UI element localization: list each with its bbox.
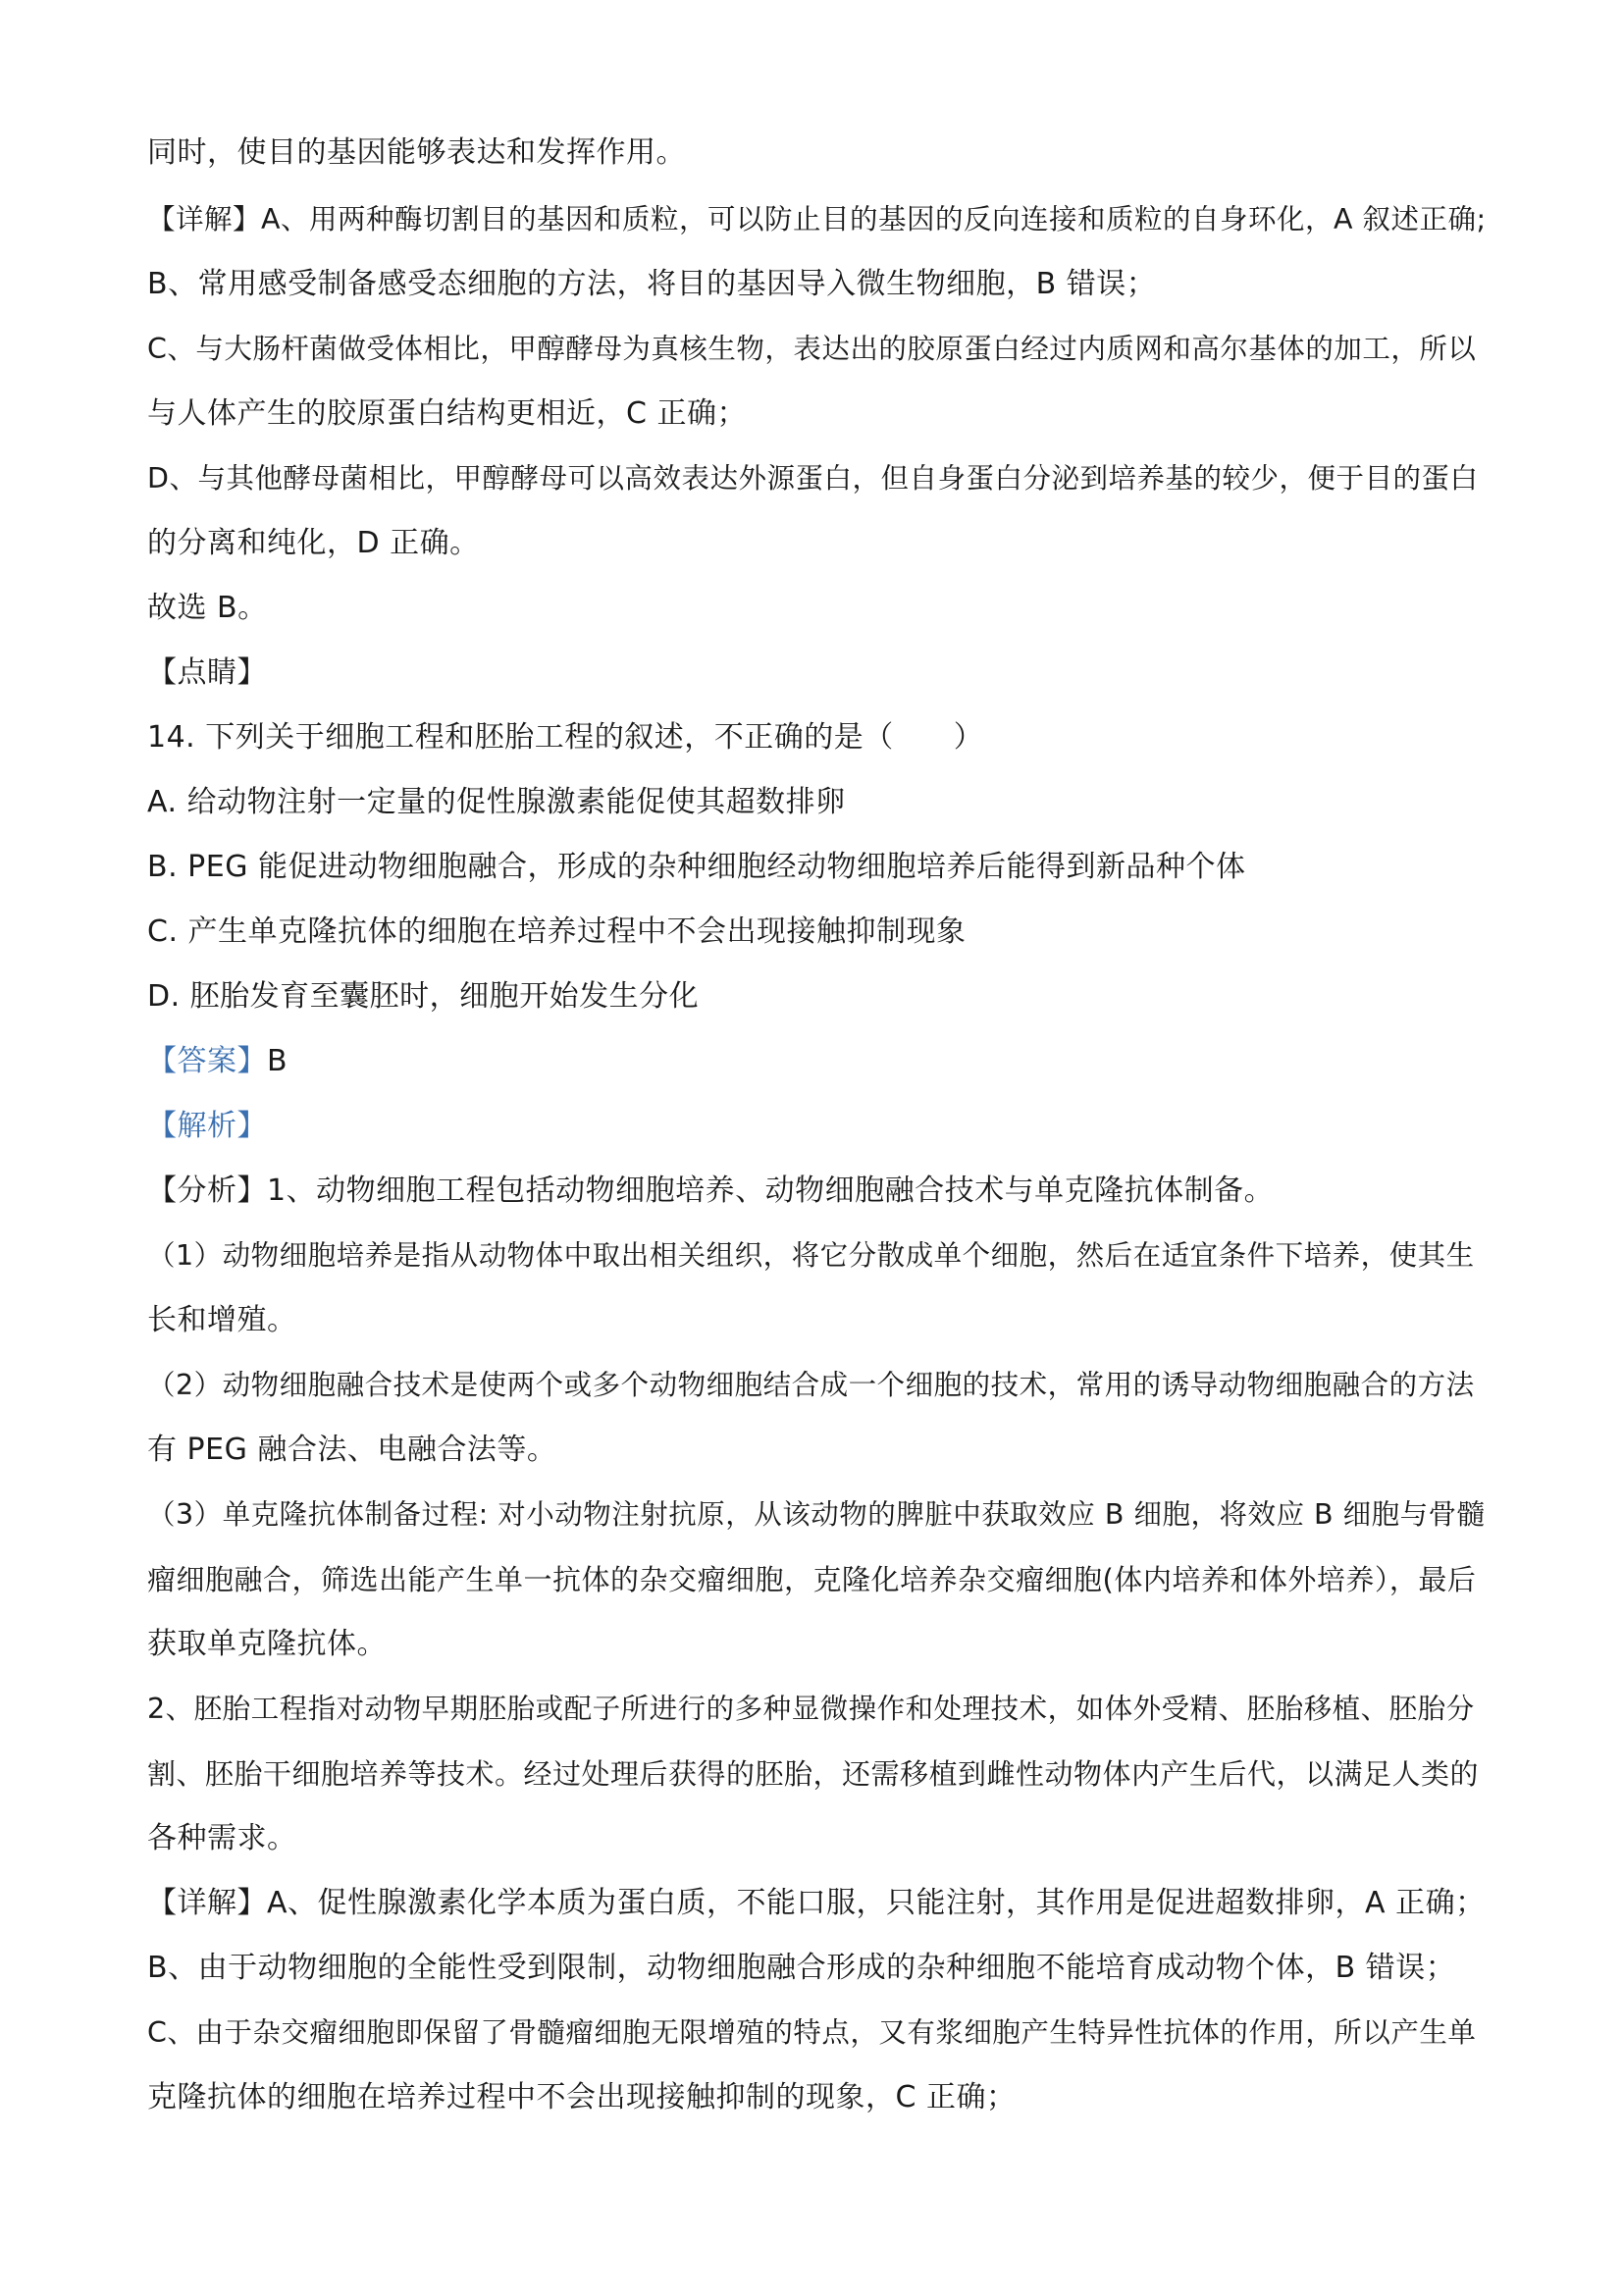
answer-value: B <box>267 1044 288 1078</box>
text-line: （2）动物细胞融合技术是使两个或多个动物细胞结合成一个细胞的技术，常用的诱导动物细胞融合的方法 <box>147 1369 1475 1401</box>
text-line: （3）单克隆抗体制备过程: 对小动物注射抗原，从该动物的脾脏中获取效应 B 细胞，将效应 B 细胞与骨髓 <box>147 1498 1486 1531</box>
text-line: 各种需求。 <box>147 1821 297 1855</box>
text-line: 的分离和纯化，D 正确。 <box>147 526 480 560</box>
option-b: B. PEG 能促进动物细胞融合，形成的杂种细胞经动物细胞培养后能得到新品种个体 <box>147 850 1246 884</box>
text-line: 有 PEG 融合法、电融合法等。 <box>147 1433 557 1467</box>
option-c: C. 产生单克隆抗体的细胞在培养过程中不会出现接触抑制现象 <box>147 914 967 949</box>
question-stem: 14. 下列关于细胞工程和胚胎工程的叙述，不正确的是（ ） <box>147 720 984 755</box>
text-line: D、与其他酵母菌相比，甲醇酵母可以高效表达外源蛋白，但自身蛋白分泌到培养基的较少，便于目的蛋白 <box>147 462 1479 495</box>
text-line: 与人体产生的胶原蛋白结构更相近，C 正确； <box>147 396 747 431</box>
text-line: 瘤细胞融合，筛选出能产生单一抗体的杂交瘤细胞，克隆化培养杂交瘤细胞(体内培养和体外培养），最后 <box>147 1563 1477 1596</box>
text-line: B、由于动物细胞的全能性受到限制，动物细胞融合形成的杂种细胞不能培育成动物个体，B 错误； <box>147 1951 1456 1985</box>
analysis-label: 【解析】 <box>147 1109 267 1143</box>
text-line: 故选 B。 <box>147 591 268 625</box>
text-line: 【详解】A、用两种酶切割目的基因和质粒，可以防止目的基因的反向连接和质粒的自身环化，A 叙述正确; <box>147 203 1487 235</box>
text-line: 长和增殖。 <box>147 1303 297 1337</box>
text-line: B、常用感受制备感受态细胞的方法，将目的基因导入微生物细胞，B 错误； <box>147 267 1157 301</box>
text-line: 克隆抗体的细胞在培养过程中不会出现接触抑制的现象，C 正确； <box>147 2080 1017 2114</box>
text-line: 2、胚胎工程指对动物早期胚胎或配子所进行的多种显微操作和处理技术，如体外受精、胚胎移植、胚胎分 <box>147 1693 1475 1725</box>
text-line: 割、胚胎干细胞培养等技术。经过处理后获得的胚胎，还需移植到雌性动物体内产生后代，以满足人类的 <box>147 1757 1480 1791</box>
text-line: C、由于杂交瘤细胞即保留了骨髓瘤细胞无限增殖的特点，又有浆细胞产生特异性抗体的作用，所以产生单 <box>147 2016 1477 2049</box>
option-a: A. 给动物注射一定量的促性腺激素能促使其超数排卵 <box>147 785 846 819</box>
text-line: 获取单克隆抗体。 <box>147 1627 387 1661</box>
text-line: 【详解】A、促性腺激素化学本质为蛋白质，不能口服，只能注射，其作用是促进超数排卵，A 正确； <box>147 1886 1486 1920</box>
text-line: （1）动物细胞培养是指从动物体中取出相关组织，将它分散成单个细胞，然后在适宜条件下培养，使其生 <box>147 1239 1475 1272</box>
section-label-dianjing: 【点睛】 <box>147 655 267 690</box>
option-d: D. 胚胎发育至囊胚时，细胞开始发生分化 <box>147 979 700 1014</box>
text-line: 同时，使目的基因能够表达和发挥作用。 <box>147 135 686 170</box>
answer-label: 【答案】 <box>147 1044 267 1078</box>
text-line: 【分析】1、动物细胞工程包括动物细胞培养、动物细胞融合技术与单克隆抗体制备。 <box>147 1174 1275 1208</box>
text-line: C、与大肠杆菌做受体相比，甲醇酵母为真核生物，表达出的胶原蛋白经过内质网和高尔基体的加工，所以 <box>147 333 1477 365</box>
answer-line <box>147 1042 1492 1081</box>
